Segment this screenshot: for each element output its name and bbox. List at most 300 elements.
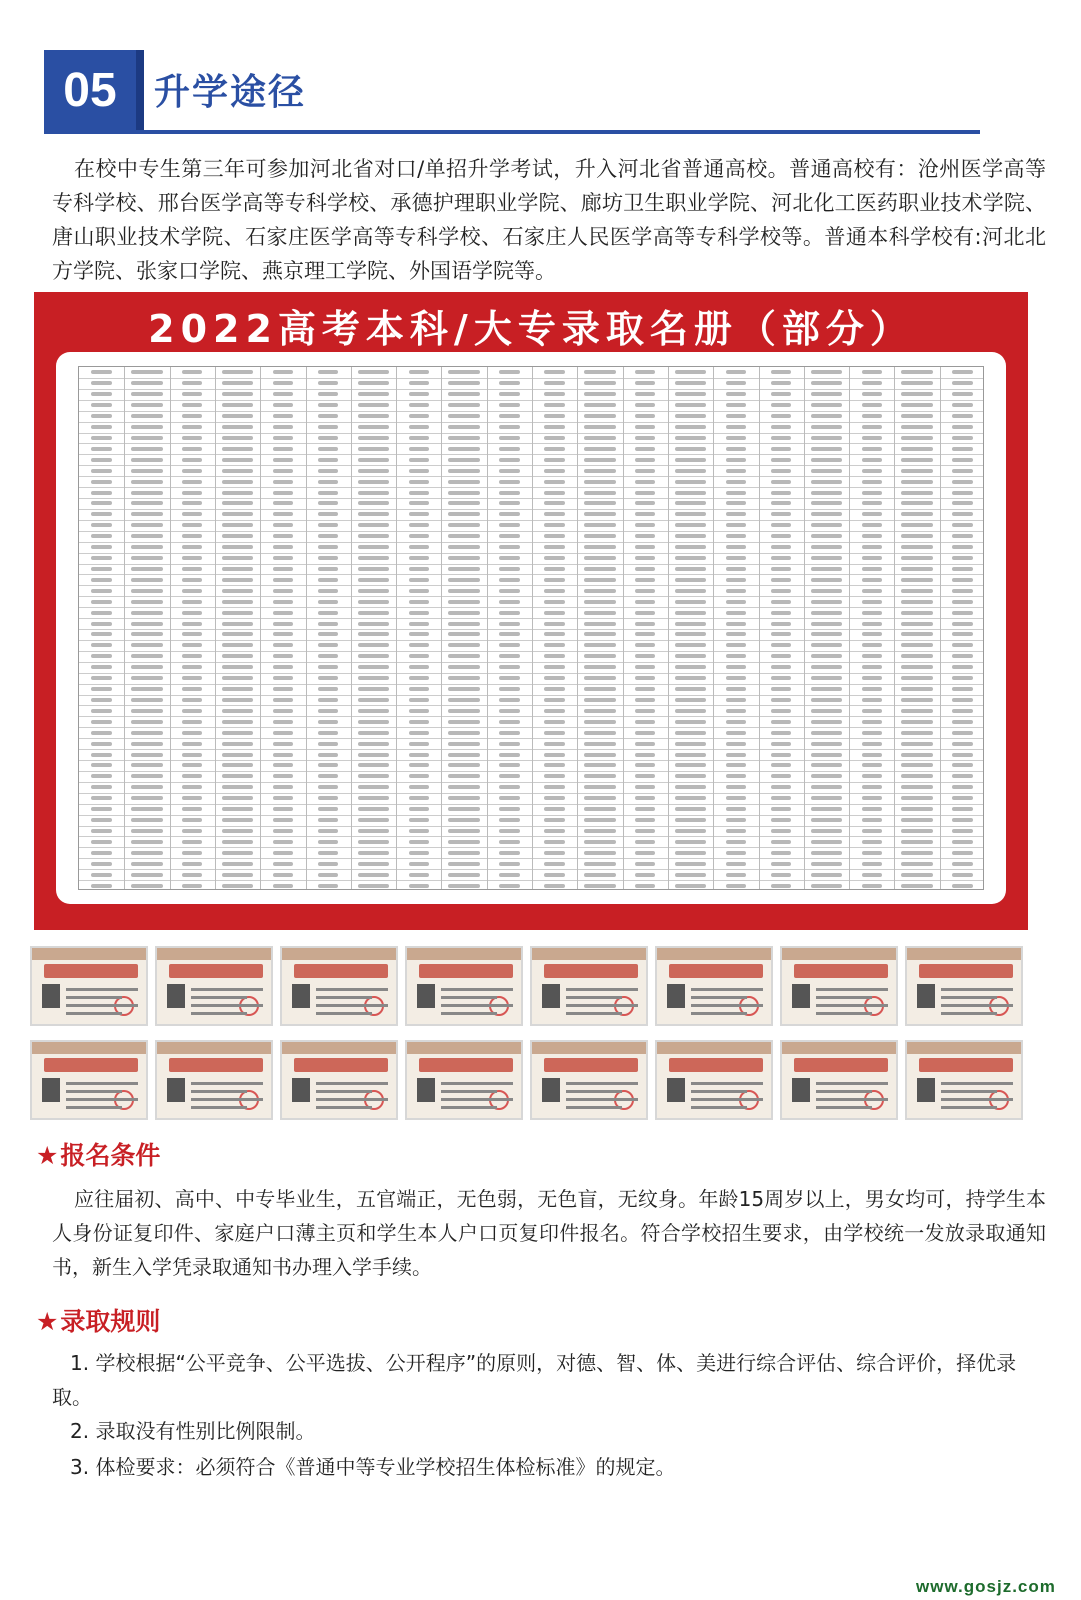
table-cell-text: [862, 414, 882, 418]
table-cell-text: [726, 458, 746, 462]
table-cell-text: [131, 512, 163, 516]
table-col-line: [441, 367, 442, 889]
table-cell-text: [811, 501, 843, 505]
table-cell-text: [131, 611, 163, 615]
student-photo: [167, 1078, 185, 1102]
table-cell-text: [584, 632, 616, 636]
table-cell-text: [544, 458, 564, 462]
table-cell-text: [131, 392, 163, 396]
site-watermark: www.gosjz.com: [916, 1577, 1056, 1596]
table-cell-text: [131, 545, 163, 549]
table-cell-text: [726, 687, 746, 691]
table-cell-text: [131, 381, 163, 385]
table-cell-text: [544, 512, 564, 516]
table-cell-text: [675, 818, 707, 822]
section-title: 升学途径: [154, 72, 307, 113]
table-cell-text: [726, 720, 746, 724]
roster-sheet: [56, 352, 1006, 904]
letter-text-line: [816, 1004, 888, 1007]
table-cell-text: [635, 370, 655, 374]
table-cell-text: [409, 589, 429, 593]
student-photo: [667, 1078, 685, 1102]
table-cell-text: [584, 480, 616, 484]
table-cell-text: [726, 742, 746, 746]
table-cell-text: [448, 556, 480, 560]
table-cell-text: [448, 392, 480, 396]
table-cell-text: [675, 403, 707, 407]
table-cell-text: [409, 753, 429, 757]
table-cell-text: [675, 884, 707, 888]
table-cell-text: [811, 774, 843, 778]
table-cell-text: [273, 534, 293, 538]
table-cell-text: [358, 534, 390, 538]
table-cell-text: [771, 523, 791, 527]
table-cell-text: [635, 873, 655, 877]
table-cell-text: [901, 807, 933, 811]
table-cell-text: [499, 774, 519, 778]
table-cell-text: [726, 512, 746, 516]
table-cell-text: [222, 720, 254, 724]
table-cell-text: [811, 632, 843, 636]
table-cell-text: [635, 567, 655, 571]
table-cell-text: [675, 381, 707, 385]
registration-text: 应往届初、高中、中专毕业生，五官端正，无色弱，无色盲，无纹身。年龄15周岁以上，男女均可，持学生本人身份证复印件、家庭户口薄主页和学生本人户口页复印件报名。符合学校招生要求，由学校统一发放录取通知书，新生入学凭录取通知书办理入学手续。: [52, 1187, 1046, 1279]
table-cell-text: [358, 589, 390, 593]
table-cell-text: [131, 742, 163, 746]
letter-text-line: [66, 1090, 122, 1093]
admission-letter-thumbnail: [905, 1040, 1023, 1120]
table-cell-text: [675, 458, 707, 462]
table-cell-text: [771, 720, 791, 724]
table-cell-text: [675, 654, 707, 658]
table-cell-text: [182, 698, 202, 702]
table-cell-text: [544, 873, 564, 877]
table-cell-text: [771, 796, 791, 800]
table-cell-text: [182, 491, 202, 495]
letter-text-line: [66, 996, 122, 999]
table-cell-text: [862, 501, 882, 505]
letter-header-band: [157, 948, 271, 960]
letter-title-block: [419, 964, 513, 978]
table-cell-text: [409, 807, 429, 811]
table-cell-text: [358, 512, 390, 516]
table-cell-text: [862, 567, 882, 571]
table-cell-text: [675, 840, 707, 844]
table-cell-text: [448, 622, 480, 626]
table-cell-text: [862, 512, 882, 516]
table-cell-text: [584, 512, 616, 516]
table-cell-text: [771, 447, 791, 451]
letter-title-block: [294, 1058, 388, 1072]
table-cell-text: [273, 720, 293, 724]
table-cell-text: [448, 774, 480, 778]
table-cell-text: [318, 556, 338, 560]
table-cell-text: [862, 600, 882, 604]
table-cell-text: [635, 687, 655, 691]
table-cell-text: [952, 611, 972, 615]
table-cell-text: [273, 742, 293, 746]
table-cell-text: [952, 556, 972, 560]
table-cell-text: [862, 469, 882, 473]
table-cell-text: [318, 851, 338, 855]
letter-header-band: [282, 1042, 396, 1054]
table-cell-text: [544, 545, 564, 549]
table-cell-text: [544, 578, 564, 582]
table-cell-text: [544, 665, 564, 669]
table-cell-text: [726, 622, 746, 626]
table-cell-text: [726, 556, 746, 560]
table-cell-text: [409, 381, 429, 385]
table-cell-text: [318, 447, 338, 451]
table-cell-text: [811, 884, 843, 888]
table-cell-text: [409, 796, 429, 800]
table-cell-text: [901, 818, 933, 822]
table-cell-text: [635, 589, 655, 593]
table-cell-text: [409, 545, 429, 549]
table-cell-text: [358, 447, 390, 451]
table-cell-text: [811, 818, 843, 822]
table-cell-text: [584, 851, 616, 855]
table-cell-text: [182, 611, 202, 615]
table-cell-text: [862, 687, 882, 691]
table-cell-text: [862, 589, 882, 593]
table-cell-text: [771, 742, 791, 746]
table-cell-text: [409, 392, 429, 396]
letter-header-band: [907, 948, 1021, 960]
table-cell-text: [182, 753, 202, 757]
section-number: 05: [44, 50, 136, 132]
letter-header-band: [157, 1042, 271, 1054]
table-cell-text: [726, 643, 746, 647]
table-cell-text: [273, 862, 293, 866]
table-cell-text: [544, 556, 564, 560]
table-cell-text: [635, 731, 655, 735]
table-cell-text: [91, 654, 111, 658]
student-photo: [792, 984, 810, 1008]
table-cell-text: [771, 436, 791, 440]
table-cell-text: [448, 807, 480, 811]
table-cell-text: [91, 840, 111, 844]
table-cell-text: [91, 578, 111, 582]
table-cell-text: [499, 622, 519, 626]
table-cell-text: [91, 370, 111, 374]
table-cell-text: [131, 556, 163, 560]
table-cell-text: [358, 665, 390, 669]
table-cell-text: [544, 622, 564, 626]
admission-letter-thumbnail: [405, 946, 523, 1026]
table-cell-text: [358, 698, 390, 702]
table-cell-text: [771, 512, 791, 516]
table-cell-text: [409, 698, 429, 702]
table-cell-text: [448, 534, 480, 538]
table-cell-text: [273, 578, 293, 582]
letter-text-line: [941, 1004, 1013, 1007]
table-cell-text: [499, 818, 519, 822]
table-cell-text: [358, 742, 390, 746]
table-cell-text: [318, 436, 338, 440]
table-cell-text: [901, 611, 933, 615]
table-cell-text: [131, 370, 163, 374]
table-cell-text: [901, 403, 933, 407]
letter-header-band: [32, 948, 146, 960]
table-cell-text: [448, 480, 480, 484]
table-cell-text: [182, 589, 202, 593]
letter-text-line: [441, 1106, 497, 1109]
table-cell-text: [358, 632, 390, 636]
table-cell-text: [318, 720, 338, 724]
table-cell-text: [726, 709, 746, 713]
table-cell-text: [182, 851, 202, 855]
table-cell-text: [448, 763, 480, 767]
table-cell-text: [273, 774, 293, 778]
letter-header-band: [907, 1042, 1021, 1054]
table-cell-text: [131, 469, 163, 473]
table-cell-text: [771, 611, 791, 615]
table-cell-text: [675, 589, 707, 593]
table-col-line: [668, 367, 669, 889]
table-cell-text: [499, 578, 519, 582]
table-cell-text: [901, 556, 933, 560]
table-cell-text: [182, 763, 202, 767]
table-cell-text: [318, 676, 338, 680]
table-cell-text: [91, 392, 111, 396]
table-cell-text: [91, 643, 111, 647]
table-cell-text: [409, 742, 429, 746]
student-photo: [42, 1078, 60, 1102]
table-cell-text: [771, 578, 791, 582]
table-cell-text: [448, 665, 480, 669]
table-cell-text: [675, 436, 707, 440]
table-cell-text: [222, 774, 254, 778]
table-cell-text: [273, 763, 293, 767]
table-cell-text: [318, 501, 338, 505]
table-col-line: [306, 367, 307, 889]
table-cell-text: [318, 665, 338, 669]
table-cell-text: [318, 698, 338, 702]
table-cell-text: [448, 676, 480, 680]
table-cell-text: [273, 403, 293, 407]
table-cell-text: [409, 840, 429, 844]
letter-title-block: [669, 1058, 763, 1072]
table-cell-text: [91, 403, 111, 407]
table-cell-text: [726, 676, 746, 680]
table-cell-text: [182, 654, 202, 658]
table-cell-text: [811, 589, 843, 593]
table-cell-text: [409, 567, 429, 571]
table-cell-text: [726, 523, 746, 527]
table-cell-text: [222, 501, 254, 505]
table-cell-text: [862, 665, 882, 669]
table-cell-text: [635, 818, 655, 822]
admission-letter-thumbnail: [30, 1040, 148, 1120]
table-cell-text: [91, 753, 111, 757]
table-cell-text: [222, 643, 254, 647]
table-cell-text: [635, 753, 655, 757]
table-cell-text: [901, 534, 933, 538]
table-cell-text: [182, 884, 202, 888]
table-cell-text: [901, 698, 933, 702]
table-cell-text: [901, 501, 933, 505]
table-cell-text: [131, 774, 163, 778]
table-cell-text: [901, 796, 933, 800]
letter-title-block: [44, 1058, 138, 1072]
table-cell-text: [222, 480, 254, 484]
table-cell-text: [222, 556, 254, 560]
letter-text-line: [941, 1098, 1013, 1101]
table-cell-text: [811, 425, 843, 429]
table-cell-text: [901, 414, 933, 418]
table-cell-text: [675, 709, 707, 713]
table-cell-text: [182, 523, 202, 527]
table-cell-text: [273, 731, 293, 735]
letter-text-line: [66, 1106, 122, 1109]
table-cell-text: [544, 862, 564, 866]
table-cell-text: [182, 785, 202, 789]
table-cell-text: [952, 654, 972, 658]
table-cell-text: [771, 545, 791, 549]
table-cell-text: [182, 556, 202, 560]
table-cell-text: [771, 622, 791, 626]
table-cell-text: [409, 676, 429, 680]
table-cell-text: [584, 731, 616, 735]
table-cell-text: [182, 796, 202, 800]
letter-text-line: [566, 1004, 638, 1007]
table-cell-text: [952, 884, 972, 888]
table-cell-text: [499, 392, 519, 396]
table-cell-text: [318, 392, 338, 396]
table-cell-text: [635, 796, 655, 800]
table-cell-text: [544, 381, 564, 385]
table-cell-text: [771, 731, 791, 735]
table-cell-text: [131, 840, 163, 844]
letter-text-line: [691, 1106, 747, 1109]
table-cell-text: [182, 840, 202, 844]
table-cell-text: [811, 392, 843, 396]
table-cell-text: [726, 381, 746, 385]
table-cell-text: [222, 654, 254, 658]
table-cell-text: [448, 873, 480, 877]
table-cell-text: [952, 731, 972, 735]
table-cell-text: [91, 709, 111, 713]
letter-header-band: [657, 1042, 771, 1054]
table-cell-text: [273, 589, 293, 593]
table-cell-text: [448, 731, 480, 735]
table-col-line: [170, 367, 171, 889]
table-cell-text: [318, 469, 338, 473]
letter-header-band: [407, 948, 521, 960]
table-cell-text: [675, 447, 707, 451]
table-cell-text: [771, 785, 791, 789]
table-cell-text: [318, 611, 338, 615]
table-cell-text: [448, 709, 480, 713]
table-cell-text: [584, 785, 616, 789]
table-cell-text: [409, 785, 429, 789]
table-cell-text: [675, 523, 707, 527]
header-divider: [44, 130, 980, 134]
table-cell-text: [358, 414, 390, 418]
table-cell-text: [358, 676, 390, 680]
table-cell-text: [318, 709, 338, 713]
letter-title-block: [794, 964, 888, 978]
table-cell-text: [273, 469, 293, 473]
student-photo: [417, 984, 435, 1008]
table-cell-text: [182, 742, 202, 746]
table-cell-text: [273, 414, 293, 418]
letter-text-line: [566, 1090, 622, 1093]
student-photo: [417, 1078, 435, 1102]
table-cell-text: [182, 534, 202, 538]
table-cell-text: [584, 381, 616, 385]
table-cell-text: [901, 491, 933, 495]
table-cell-text: [544, 676, 564, 680]
table-cell-text: [635, 698, 655, 702]
table-cell-text: [409, 774, 429, 778]
table-cell-text: [726, 632, 746, 636]
table-col-line: [894, 367, 895, 889]
table-cell-text: [358, 654, 390, 658]
table-cell-text: [952, 763, 972, 767]
table-cell-text: [811, 611, 843, 615]
table-cell-text: [273, 512, 293, 516]
table-cell-text: [901, 512, 933, 516]
table-cell-text: [901, 480, 933, 484]
table-cell-text: [131, 578, 163, 582]
table-cell-text: [222, 884, 254, 888]
table-cell-text: [222, 851, 254, 855]
table-cell-text: [635, 491, 655, 495]
table-cell-text: [448, 589, 480, 593]
table-cell-text: [901, 458, 933, 462]
admission-letter-thumbnail: [780, 946, 898, 1026]
table-cell-text: [675, 796, 707, 800]
letter-text-line: [441, 1098, 513, 1101]
table-cell-text: [952, 665, 972, 669]
table-cell-text: [91, 425, 111, 429]
table-cell-text: [901, 447, 933, 451]
table-cell-text: [448, 829, 480, 833]
table-cell-text: [222, 829, 254, 833]
table-cell-text: [222, 698, 254, 702]
letter-text-line: [66, 1004, 138, 1007]
table-cell-text: [544, 720, 564, 724]
table-cell-text: [358, 785, 390, 789]
table-cell-text: [675, 687, 707, 691]
table-cell-text: [222, 785, 254, 789]
table-cell-text: [409, 665, 429, 669]
table-cell-text: [318, 643, 338, 647]
table-cell-text: [358, 753, 390, 757]
table-cell-text: [318, 884, 338, 888]
table-cell-text: [544, 829, 564, 833]
table-cell-text: [771, 676, 791, 680]
table-cell-text: [952, 523, 972, 527]
table-cell-text: [222, 425, 254, 429]
table-cell-text: [409, 622, 429, 626]
table-cell-text: [635, 654, 655, 658]
table-cell-text: [584, 665, 616, 669]
table-cell-text: [448, 753, 480, 757]
table-cell-text: [811, 665, 843, 669]
table-cell-text: [131, 534, 163, 538]
table-cell-text: [273, 851, 293, 855]
table-cell-text: [409, 632, 429, 636]
registration-heading: [36, 1136, 160, 1172]
table-cell-text: [409, 436, 429, 440]
letter-text-line: [441, 1012, 497, 1015]
table-cell-text: [499, 862, 519, 866]
table-cell-text: [811, 742, 843, 746]
letter-text-line: [316, 988, 388, 991]
